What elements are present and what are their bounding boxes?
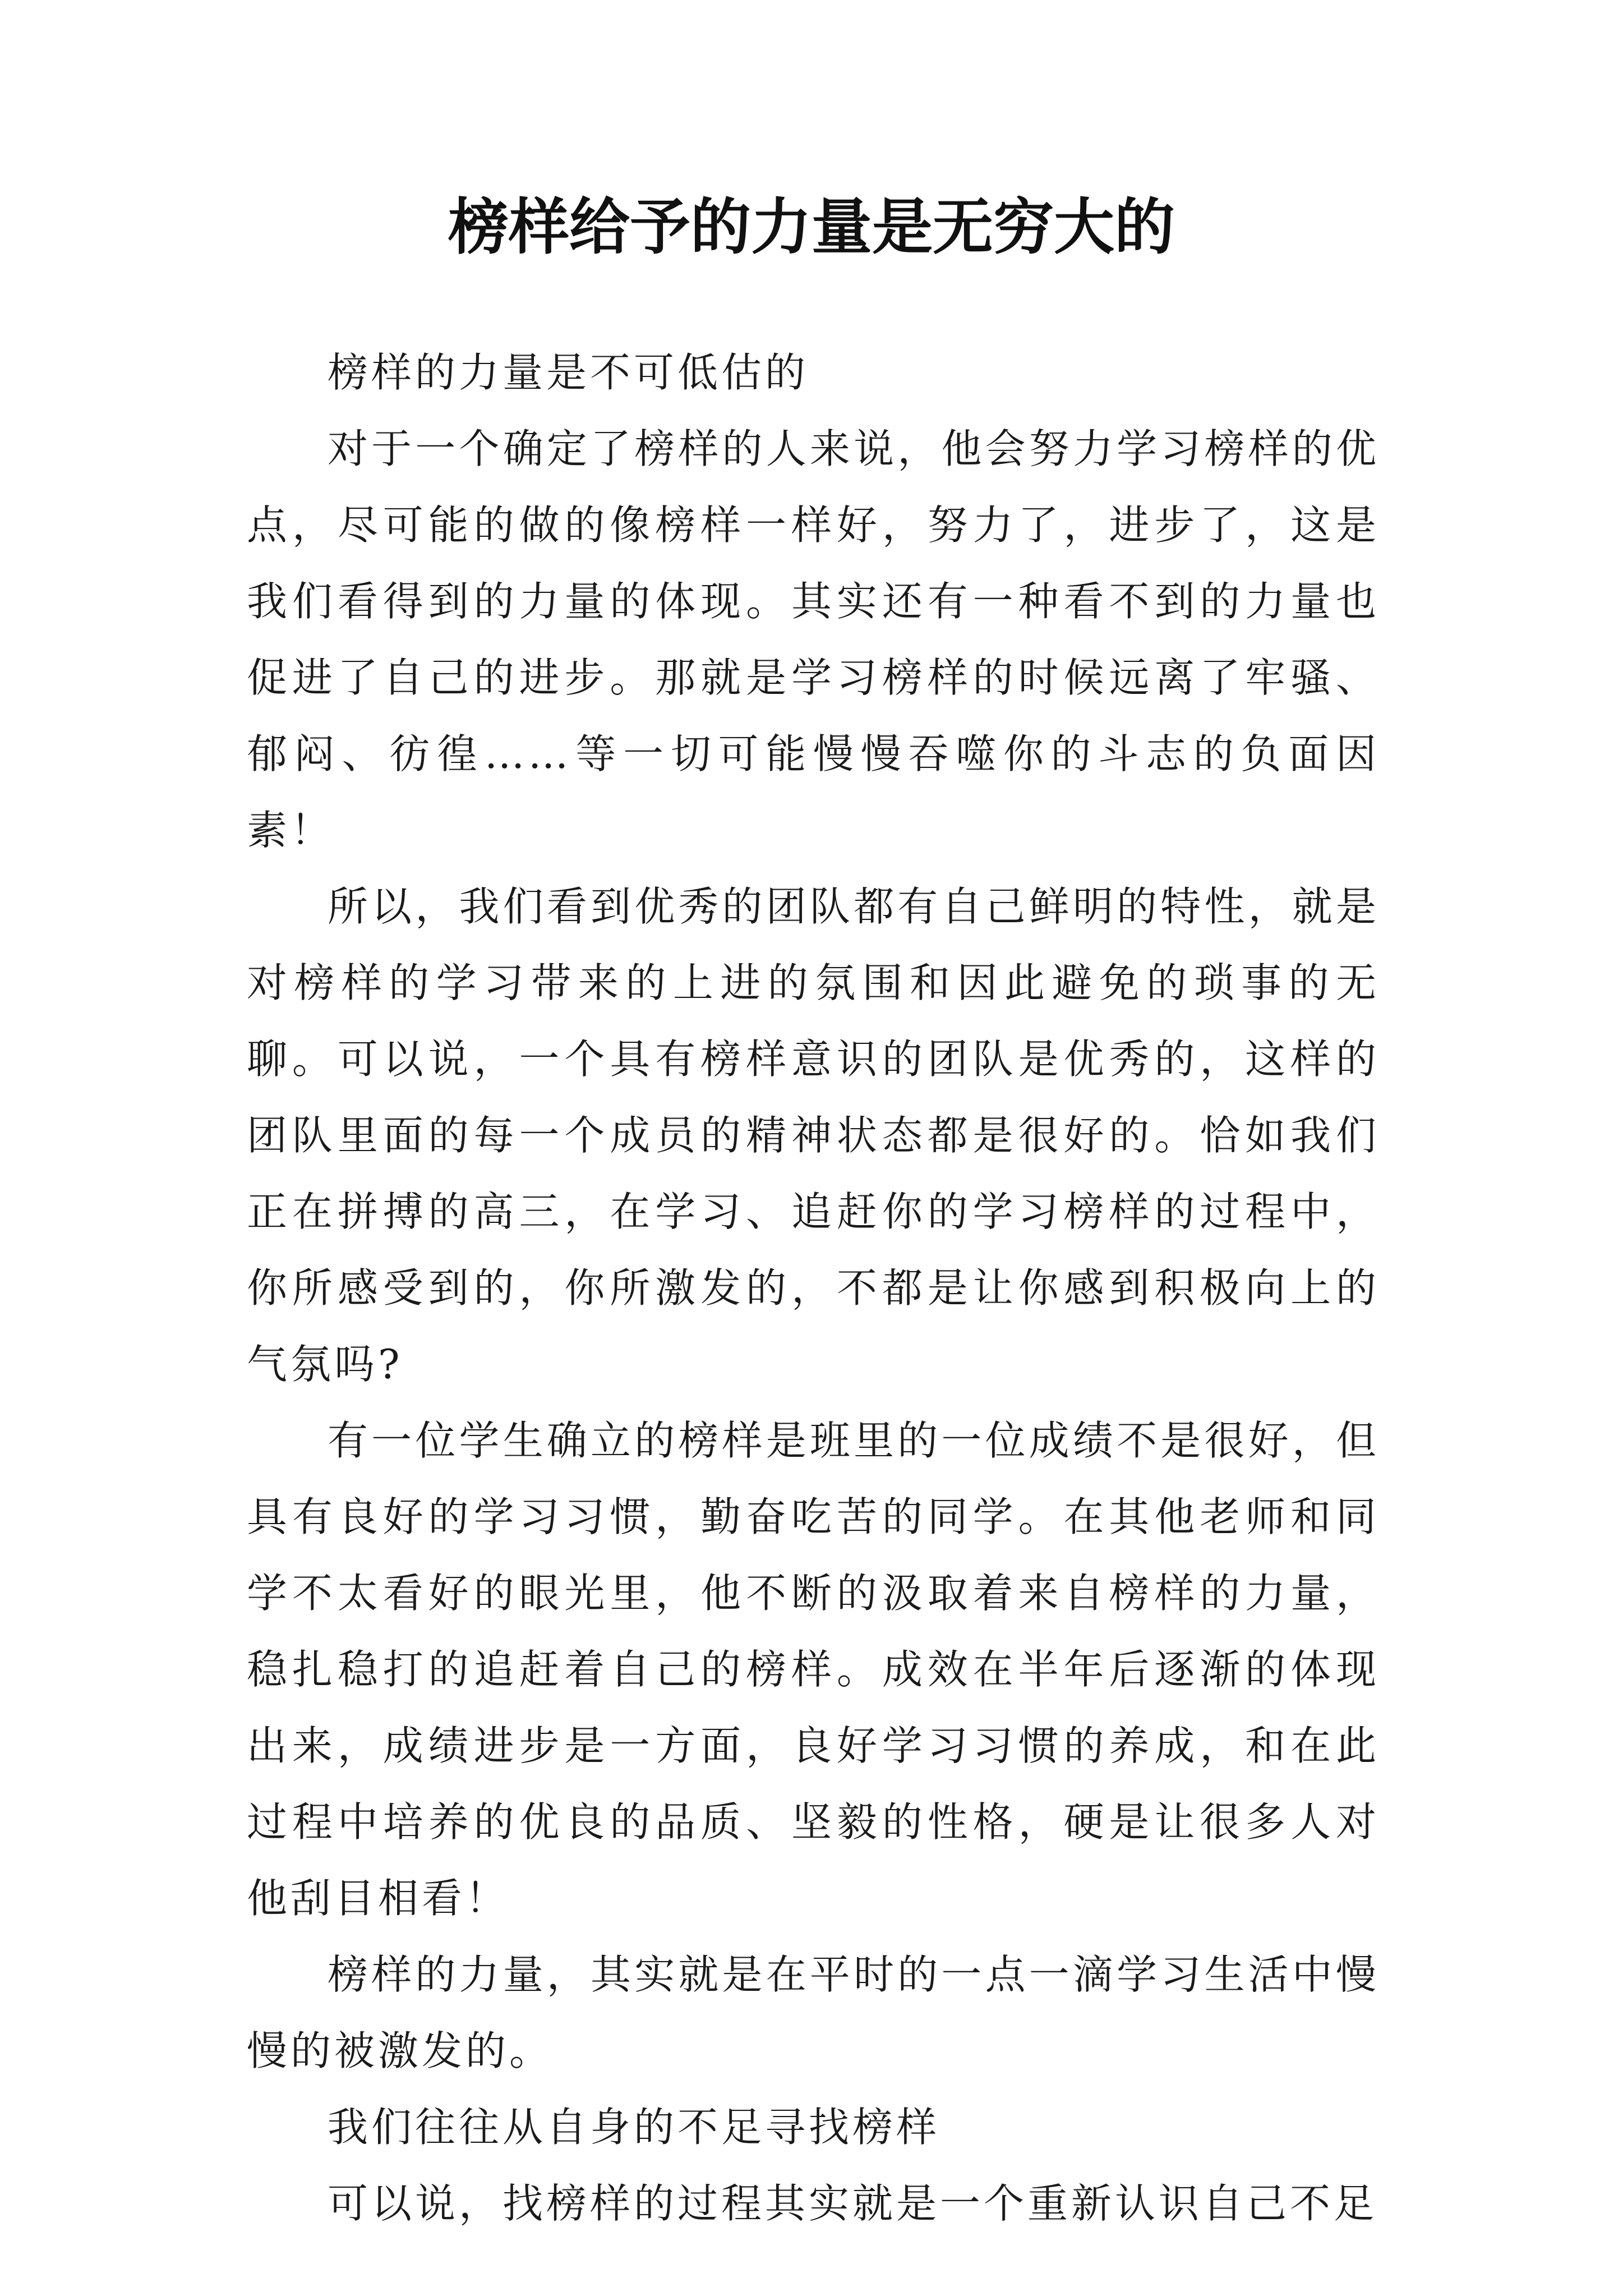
paragraph: 可以说，找榜样的过程其实就是一个重新认识自己不足 (328, 2180, 1378, 2227)
paragraph: 对于一个确定了榜样的人来说，他会努力学习榜样的优点，尽可能的做的像榜样一样好，努力了，进步了，这是我们看得到的力量的体现。其实还有一种看不到的力量也促进了自己的进步。那就是学习榜样的时候远离了牢骚、郁闷、彷徨……等一切可能慢慢吞噬你的斗志的负面因素！ (247, 425, 1380, 854)
paragraph: 有一位学生确立的榜样是班里的一位成绩不是很好，但具有良好的学习习惯，勤奋吃苦的同学。在其他老师和同学不太看好的眼光里，他不断的汲取着来自榜样的力量，稳扎稳打的追赶着自己的榜样。成效在半年后逐渐的体现出来，成绩进步是一方面，良好学习习惯的养成，和在此过程中培养的优良的品质、坚毅的性格，硬是让很多人对他刮目相看！ (247, 1417, 1380, 1922)
paragraph-subheading-1: 榜样的力量是不可低估的 (328, 349, 809, 396)
document-body (247, 334, 1380, 2242)
document-title: 榜样给予的力量是无穷大的 (448, 192, 1175, 263)
paragraph: 所以，我们看到优秀的团队都有自己鲜明的特性，就是对榜样的学习带来的上进的氛围和因此避免的琐事的无聊。可以说，一个具有榜样意识的团队是优秀的，这样的团队里面的每一个成员的精神状态都是很好的。恰如我们正在拼搏的高三，在学习、追赶你的学习榜样的过程中，你所感受到的，你所激发的，不都是让你感到积极向上的气氛吗? (247, 883, 1380, 1388)
paragraph: 榜样的力量，其实就是在平时的一点一滴学习生活中慢慢的被激发的。 (247, 1951, 1380, 2074)
paragraph-subheading-2: 我们往往从自身的不足寻找榜样 (328, 2104, 940, 2151)
